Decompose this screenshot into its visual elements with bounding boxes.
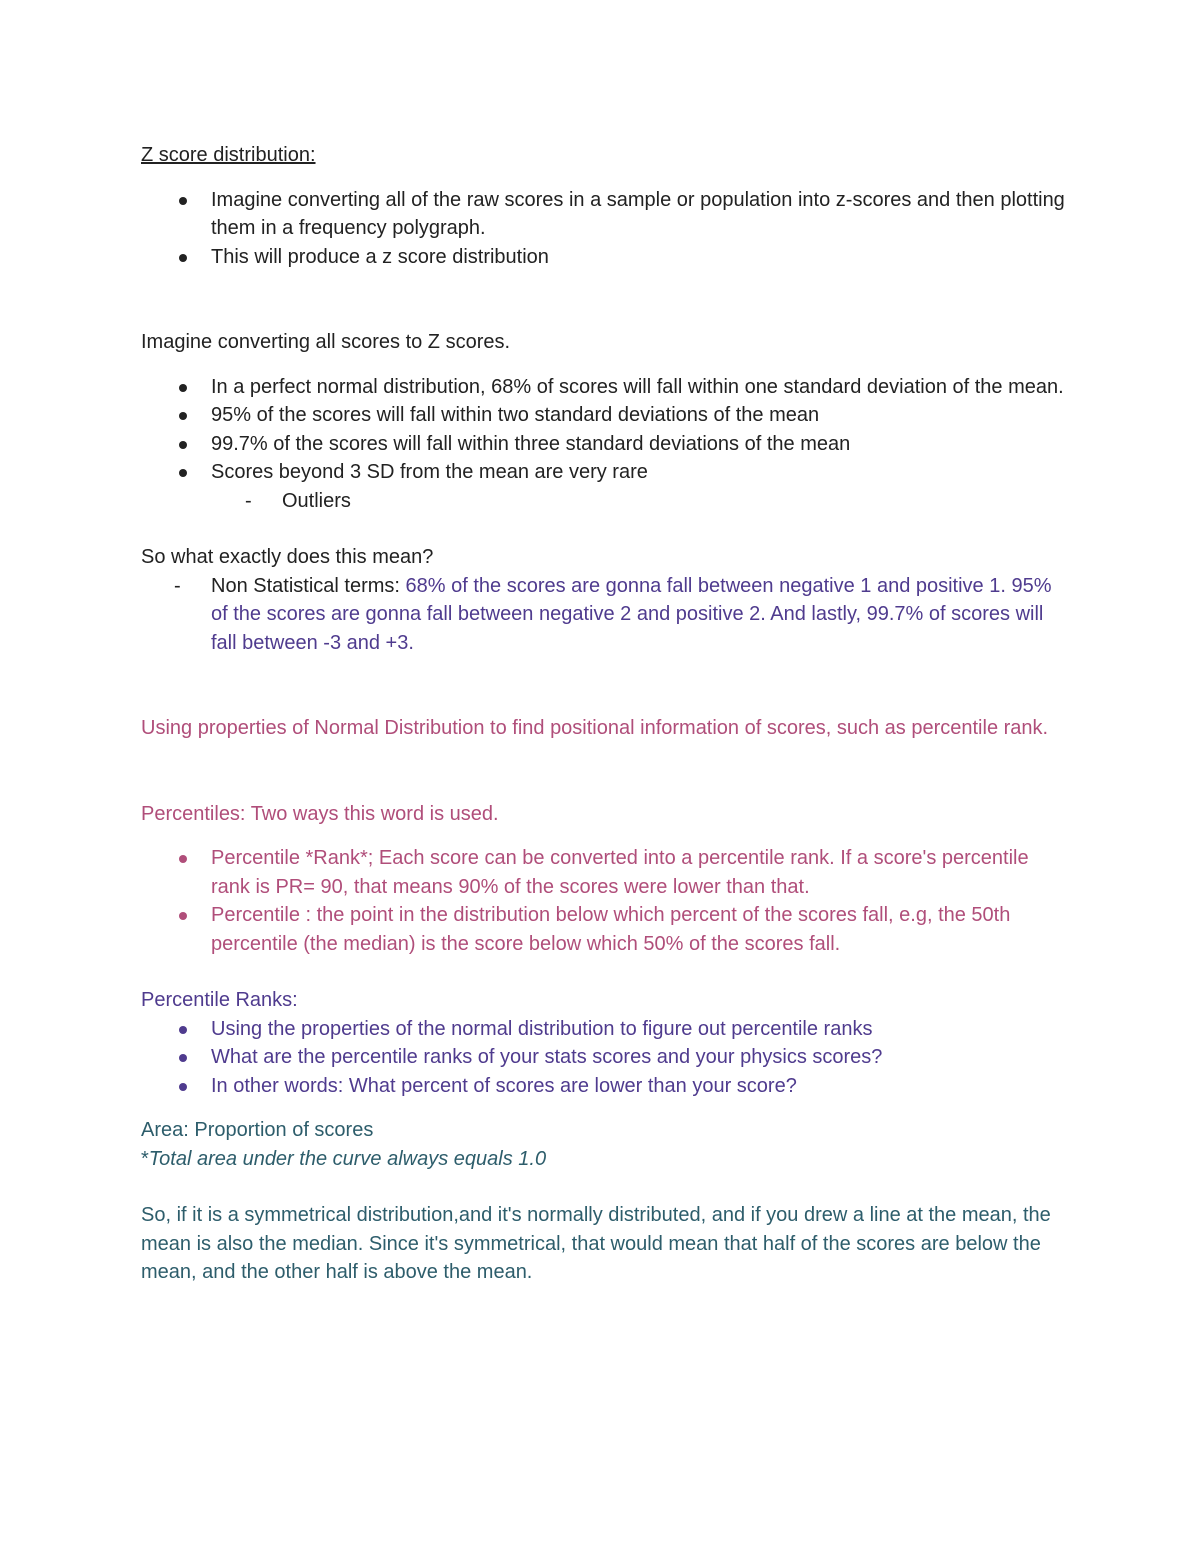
symmetry-paragraph: So, if it is a symmetrical distribution,and it's normally distributed, and if you drew a line at the mean, the mean is also the median. Since it's symmetrical, that would mean that half of the scores are below the mean, and the other half is above the mean. (141, 1204, 1051, 1283)
list-item: Using the properties of the normal distribution to figure out percentile ranks (141, 1015, 1071, 1044)
list-item: In other words: What percent of scores are lower than your score? (141, 1072, 1071, 1101)
list-item: 95% of the scores will fall within two standard deviations of the mean (141, 401, 1071, 430)
percentiles-heading: Percentiles: Two ways this word is used. (141, 802, 499, 825)
non-statistical-explanation: 68% of the scores are gonna fall between negative 1 and positive 1. 95% of the scores are gonna fall between negative 2 and positive 2. And lastly, 99.7% of scores will fall between -3 and +3. (211, 574, 1052, 654)
z-score-distribution-list (141, 186, 1071, 272)
list-item: Percentile : the point in the distribution below which percent of the scores fall, e.g, the 50th percentile (the median) is the score below which 50% of the scores fall. (141, 901, 1071, 958)
non-statistical-label: Non Statistical terms: (211, 574, 406, 597)
what-does-this-mean-heading: So what exactly does this mean? (141, 546, 434, 568)
list-item: Imagine converting all of the raw scores in a sample or population into z-scores and then plotting them in a frequency polygraph. (141, 186, 1071, 243)
area-heading: Area: Proportion of scores (141, 1119, 374, 1141)
sub-list-item-outliers: - Outliers (141, 487, 1071, 516)
area-note (141, 1145, 1071, 1174)
list-item (141, 572, 1071, 658)
document-content (141, 141, 1071, 1287)
percentile-ranks-list (141, 1015, 1071, 1101)
percentile-ranks-heading: Percentile Ranks: (141, 989, 298, 1011)
list-item: What are the percentile ranks of your stats scores and your physics scores? (141, 1043, 1071, 1072)
list-item: 99.7% of the scores will fall within three standard deviations of the mean (141, 430, 1071, 459)
percentiles-list (141, 844, 1071, 958)
normal-distribution-list (141, 373, 1071, 516)
list-item: Percentile *Rank*; Each score can be converted into a percentile rank. If a score's percentile rank is PR= 90, that means 90% of the scores were lower than that. (141, 844, 1071, 901)
converting-scores-heading: Imagine converting all scores to Z scores. (141, 331, 511, 353)
area-note-text: Total area under the curve always equals 1.0 (148, 1147, 547, 1170)
properties-paragraph: Using properties of Normal Distribution to find positional information of scores, such as percentile rank. (141, 717, 1049, 739)
list-item: In a perfect normal distribution, 68% of scores will fall within one standard deviation of the mean. (141, 373, 1071, 402)
area-note-star: * (141, 1147, 149, 1170)
z-score-distribution-heading: Z score distribution: (141, 144, 316, 166)
non-statistical-list (141, 572, 1071, 658)
list-item: Scores beyond 3 SD from the mean are very rare (141, 458, 1071, 487)
list-item: This will produce a z score distribution (141, 243, 1071, 272)
